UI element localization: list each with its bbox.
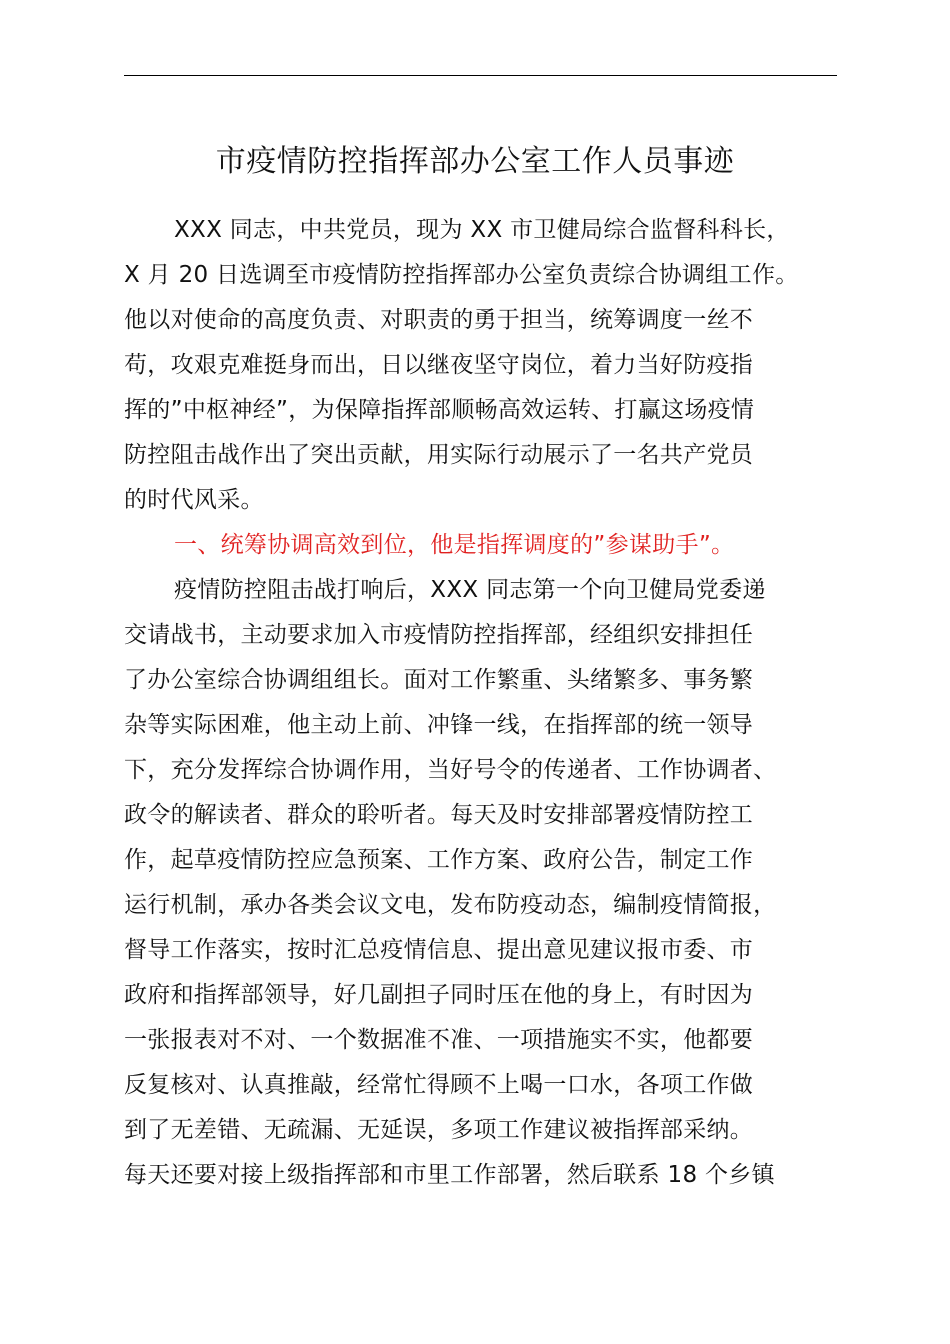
paragraph-line: 督导工作落实，按时汇总疫情信息、提出意见建议报市委、市: [124, 937, 754, 963]
paragraph-line: XXX 同志，中共党员，现为 XX 市卫健局综合监督科科长，: [174, 217, 790, 243]
paragraph-line: 反复核对、认真推敲，经常忙得顾不上喝一口水，各项工作做: [124, 1072, 754, 1098]
document-body: [124, 208, 837, 1198]
paragraph-line: 挥的”中枢神经”，为保障指挥部顺畅高效运转、打赢这场疫情: [124, 397, 755, 423]
document-title: 市疫情防控指挥部办公室工作人员事迹: [215, 144, 735, 179]
paragraph-line: 运行机制，承办各类会议文电，发布防疫动态，编制疫情简报，: [124, 892, 777, 918]
paragraph-line: 每天还要对接上级指挥部和市里工作部署，然后联系 18 个乡镇: [124, 1162, 775, 1188]
paragraph-line: 了办公室综合协调组组长。面对工作繁重、头绪繁多、事务繁: [124, 667, 754, 693]
paragraph-line: 政令的解读者、群众的聆听者。每天及时安排部署疫情防控工: [124, 802, 754, 828]
paragraph-line: X 月 20 日选调至市疫情防控指挥部办公室负责综合协调组工作。: [124, 262, 799, 288]
paragraph-line: 他以对使命的高度负责、对职责的勇于担当，统筹调度一丝不: [124, 307, 754, 333]
paragraph-line: 一张报表对不对、一个数据准不准、一项措施实不实，他都要: [124, 1027, 754, 1053]
paragraph-line: 苟，攻艰克难挺身而出，日以继夜坚守岗位，着力当好防疫指: [124, 352, 754, 378]
paragraph-line: 疫情防控阻击战打响后，XXX 同志第一个向卫健局党委递: [174, 577, 766, 603]
paragraph-line: 的时代风采。: [124, 487, 264, 513]
paragraph-line: 作，起草疫情防控应急预案、工作方案、政府公告，制定工作: [124, 847, 754, 873]
header-divider: [124, 75, 837, 76]
section-heading: 一、统筹协调高效到位，他是指挥调度的”参谋助手”。: [174, 532, 735, 558]
paragraph-line: 交请战书，主动要求加入市疫情防控指挥部，经组织安排担任: [124, 622, 754, 648]
paragraph-line: 到了无差错、无疏漏、无延误，多项工作建议被指挥部采纳。: [124, 1117, 754, 1143]
paragraph-line: 防控阻击战作出了突出贡献，用实际行动展示了一名共产党员: [124, 442, 754, 468]
paragraph-line: 政府和指挥部领导，好几副担子同时压在他的身上，有时因为: [124, 982, 754, 1008]
paragraph-line: 下，充分发挥综合协调作用，当好号令的传递者、工作协调者、: [124, 757, 777, 783]
paragraph-line: 杂等实际困难，他主动上前、冲锋一线，在指挥部的统一领导: [124, 712, 754, 738]
